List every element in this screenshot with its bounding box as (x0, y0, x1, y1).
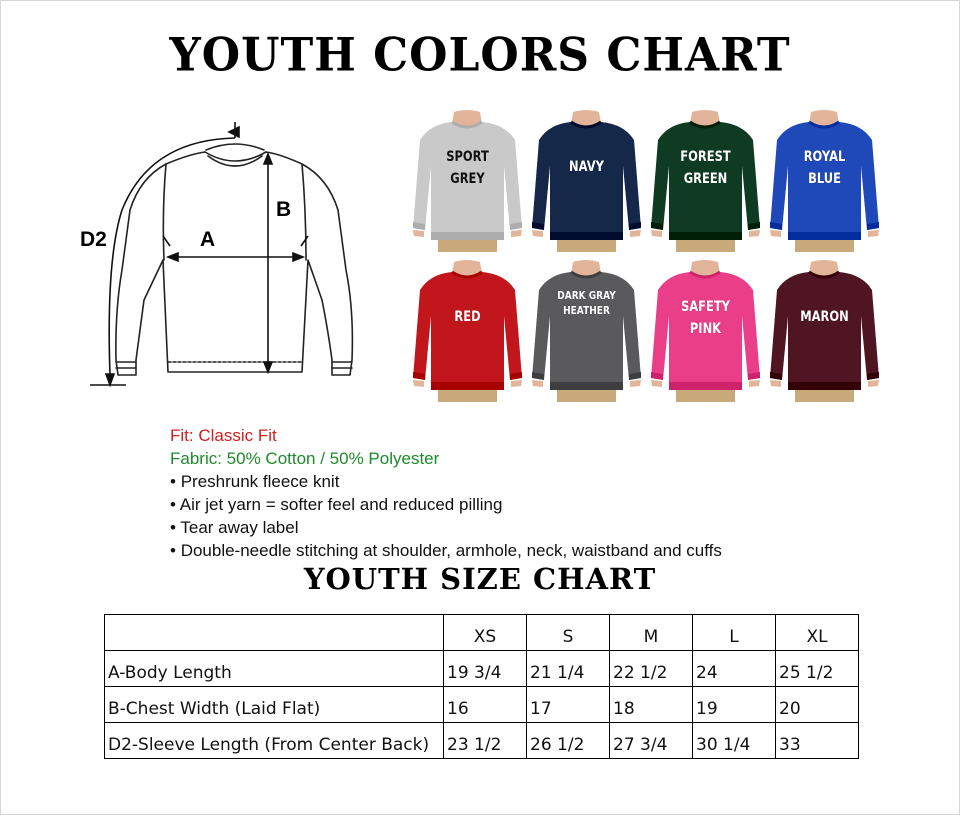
swatch-shape (431, 232, 504, 240)
size-header: XL (776, 615, 859, 651)
sweatshirt-outline-drawing (70, 110, 380, 400)
fabric-line: Fabric: 50% Cotton / 50% Polyester (170, 449, 440, 468)
sweatshirt-swatch-image (412, 260, 523, 402)
measurement-diagram (70, 110, 380, 400)
swatch-shape (532, 230, 543, 237)
color-swatch-grid (412, 110, 880, 402)
table-cell: 25 1/2 (776, 651, 859, 687)
swatch-color-name: SPORT GREY (446, 149, 489, 187)
table-cell: 27 3/4 (610, 723, 693, 759)
table-cell: 18 (610, 687, 693, 723)
swatch-shape (550, 382, 623, 390)
size-header: XS (444, 615, 527, 651)
swatch-shape (770, 272, 879, 390)
swatch-shape (788, 232, 861, 240)
spec-bullet: • Double-needle stitching at shoulder, armhole, neck, waistband and cuffs (170, 539, 722, 562)
swatch-shape (651, 230, 662, 237)
table-cell: 30 1/4 (693, 723, 776, 759)
swatch-color-name: ROYAL BLUE (803, 149, 846, 187)
row-label: B-Chest Width (Laid Flat) (105, 687, 444, 723)
table-cell: 16 (444, 687, 527, 723)
spec-bullet: • Tear away label (170, 516, 722, 539)
swatch-shape (669, 382, 742, 390)
swatch-shape (868, 230, 879, 237)
swatch-color-name: MARON (800, 309, 849, 325)
color-swatch (412, 110, 523, 252)
fit-line: Fit: Classic Fit (170, 426, 277, 445)
color-swatch (531, 260, 642, 402)
size-header: M (610, 615, 693, 651)
swatch-shape (788, 382, 861, 390)
swatch-color-name: NAVY (569, 159, 604, 175)
row-label: A-Body Length (105, 651, 444, 687)
table-cell: 21 1/4 (527, 651, 610, 687)
swatch-shape (413, 380, 424, 387)
table-cell: 20 (776, 687, 859, 723)
color-swatch (412, 260, 523, 402)
swatch-color-name: SAFETY PINK (681, 299, 730, 337)
size-header: L (693, 615, 776, 651)
swatch-shape (413, 230, 424, 237)
swatch-shape (651, 380, 662, 387)
swatch-shape (770, 230, 781, 237)
sweatshirt-swatch-image (531, 260, 642, 402)
swatch-shape (669, 232, 742, 240)
table-row (105, 687, 859, 723)
swatch-shape (868, 380, 879, 387)
swatch-shape (438, 240, 497, 252)
table-cell: 33 (776, 723, 859, 759)
page-title: YOUTH COLORS CHART (169, 28, 791, 83)
size-chart-table (104, 614, 859, 759)
swatch-shape (770, 380, 781, 387)
swatch-shape (511, 380, 522, 387)
swatch-shape (431, 382, 504, 390)
swatch-color-name: FOREST GREEN (680, 149, 731, 187)
table-cell: 23 1/2 (444, 723, 527, 759)
swatch-shape (795, 240, 854, 252)
label-a: A (200, 228, 216, 251)
swatch-shape (795, 390, 854, 402)
swatch-color-name: RED (454, 309, 481, 325)
table-row (105, 651, 859, 687)
table-cell: 17 (527, 687, 610, 723)
table-corner-cell (105, 615, 444, 651)
spec-bullet: • Air jet yarn = softer feel and reduced pilling (170, 493, 722, 516)
swatch-color-name: DARK GRAY HEATHER (557, 289, 616, 317)
swatch-shape (557, 240, 616, 252)
table-header-row (105, 615, 859, 651)
swatch-shape (749, 230, 760, 237)
product-specs (170, 424, 722, 562)
swatch-shape (511, 230, 522, 237)
row-label: D2-Sleeve Length (From Center Back) (105, 723, 444, 759)
table-cell: 22 1/2 (610, 651, 693, 687)
swatch-shape (532, 122, 641, 240)
swatch-shape (749, 380, 760, 387)
label-d2: D2 (80, 228, 107, 251)
color-swatch (650, 260, 761, 402)
swatch-shape (676, 390, 735, 402)
table-cell: 19 3/4 (444, 651, 527, 687)
swatch-shape (550, 232, 623, 240)
color-swatch (650, 110, 761, 252)
table-row (105, 723, 859, 759)
size-header: S (527, 615, 610, 651)
size-chart-title: YOUTH SIZE CHART (303, 562, 657, 596)
sweatshirt-swatch-image (769, 260, 880, 402)
color-swatch (769, 260, 880, 402)
sweatshirt-swatch-image (531, 110, 642, 252)
swatch-shape (413, 272, 522, 390)
swatch-shape (438, 390, 497, 402)
swatch-shape (630, 380, 641, 387)
table-cell: 24 (693, 651, 776, 687)
swatch-shape (676, 240, 735, 252)
spec-bullet: • Preshrunk fleece knit (170, 470, 722, 493)
table-cell: 19 (693, 687, 776, 723)
table-cell: 26 1/2 (527, 723, 610, 759)
swatch-shape (557, 390, 616, 402)
swatch-shape (532, 380, 543, 387)
swatch-shape (630, 230, 641, 237)
color-swatch (769, 110, 880, 252)
color-swatch (531, 110, 642, 252)
label-b: B (276, 198, 292, 221)
